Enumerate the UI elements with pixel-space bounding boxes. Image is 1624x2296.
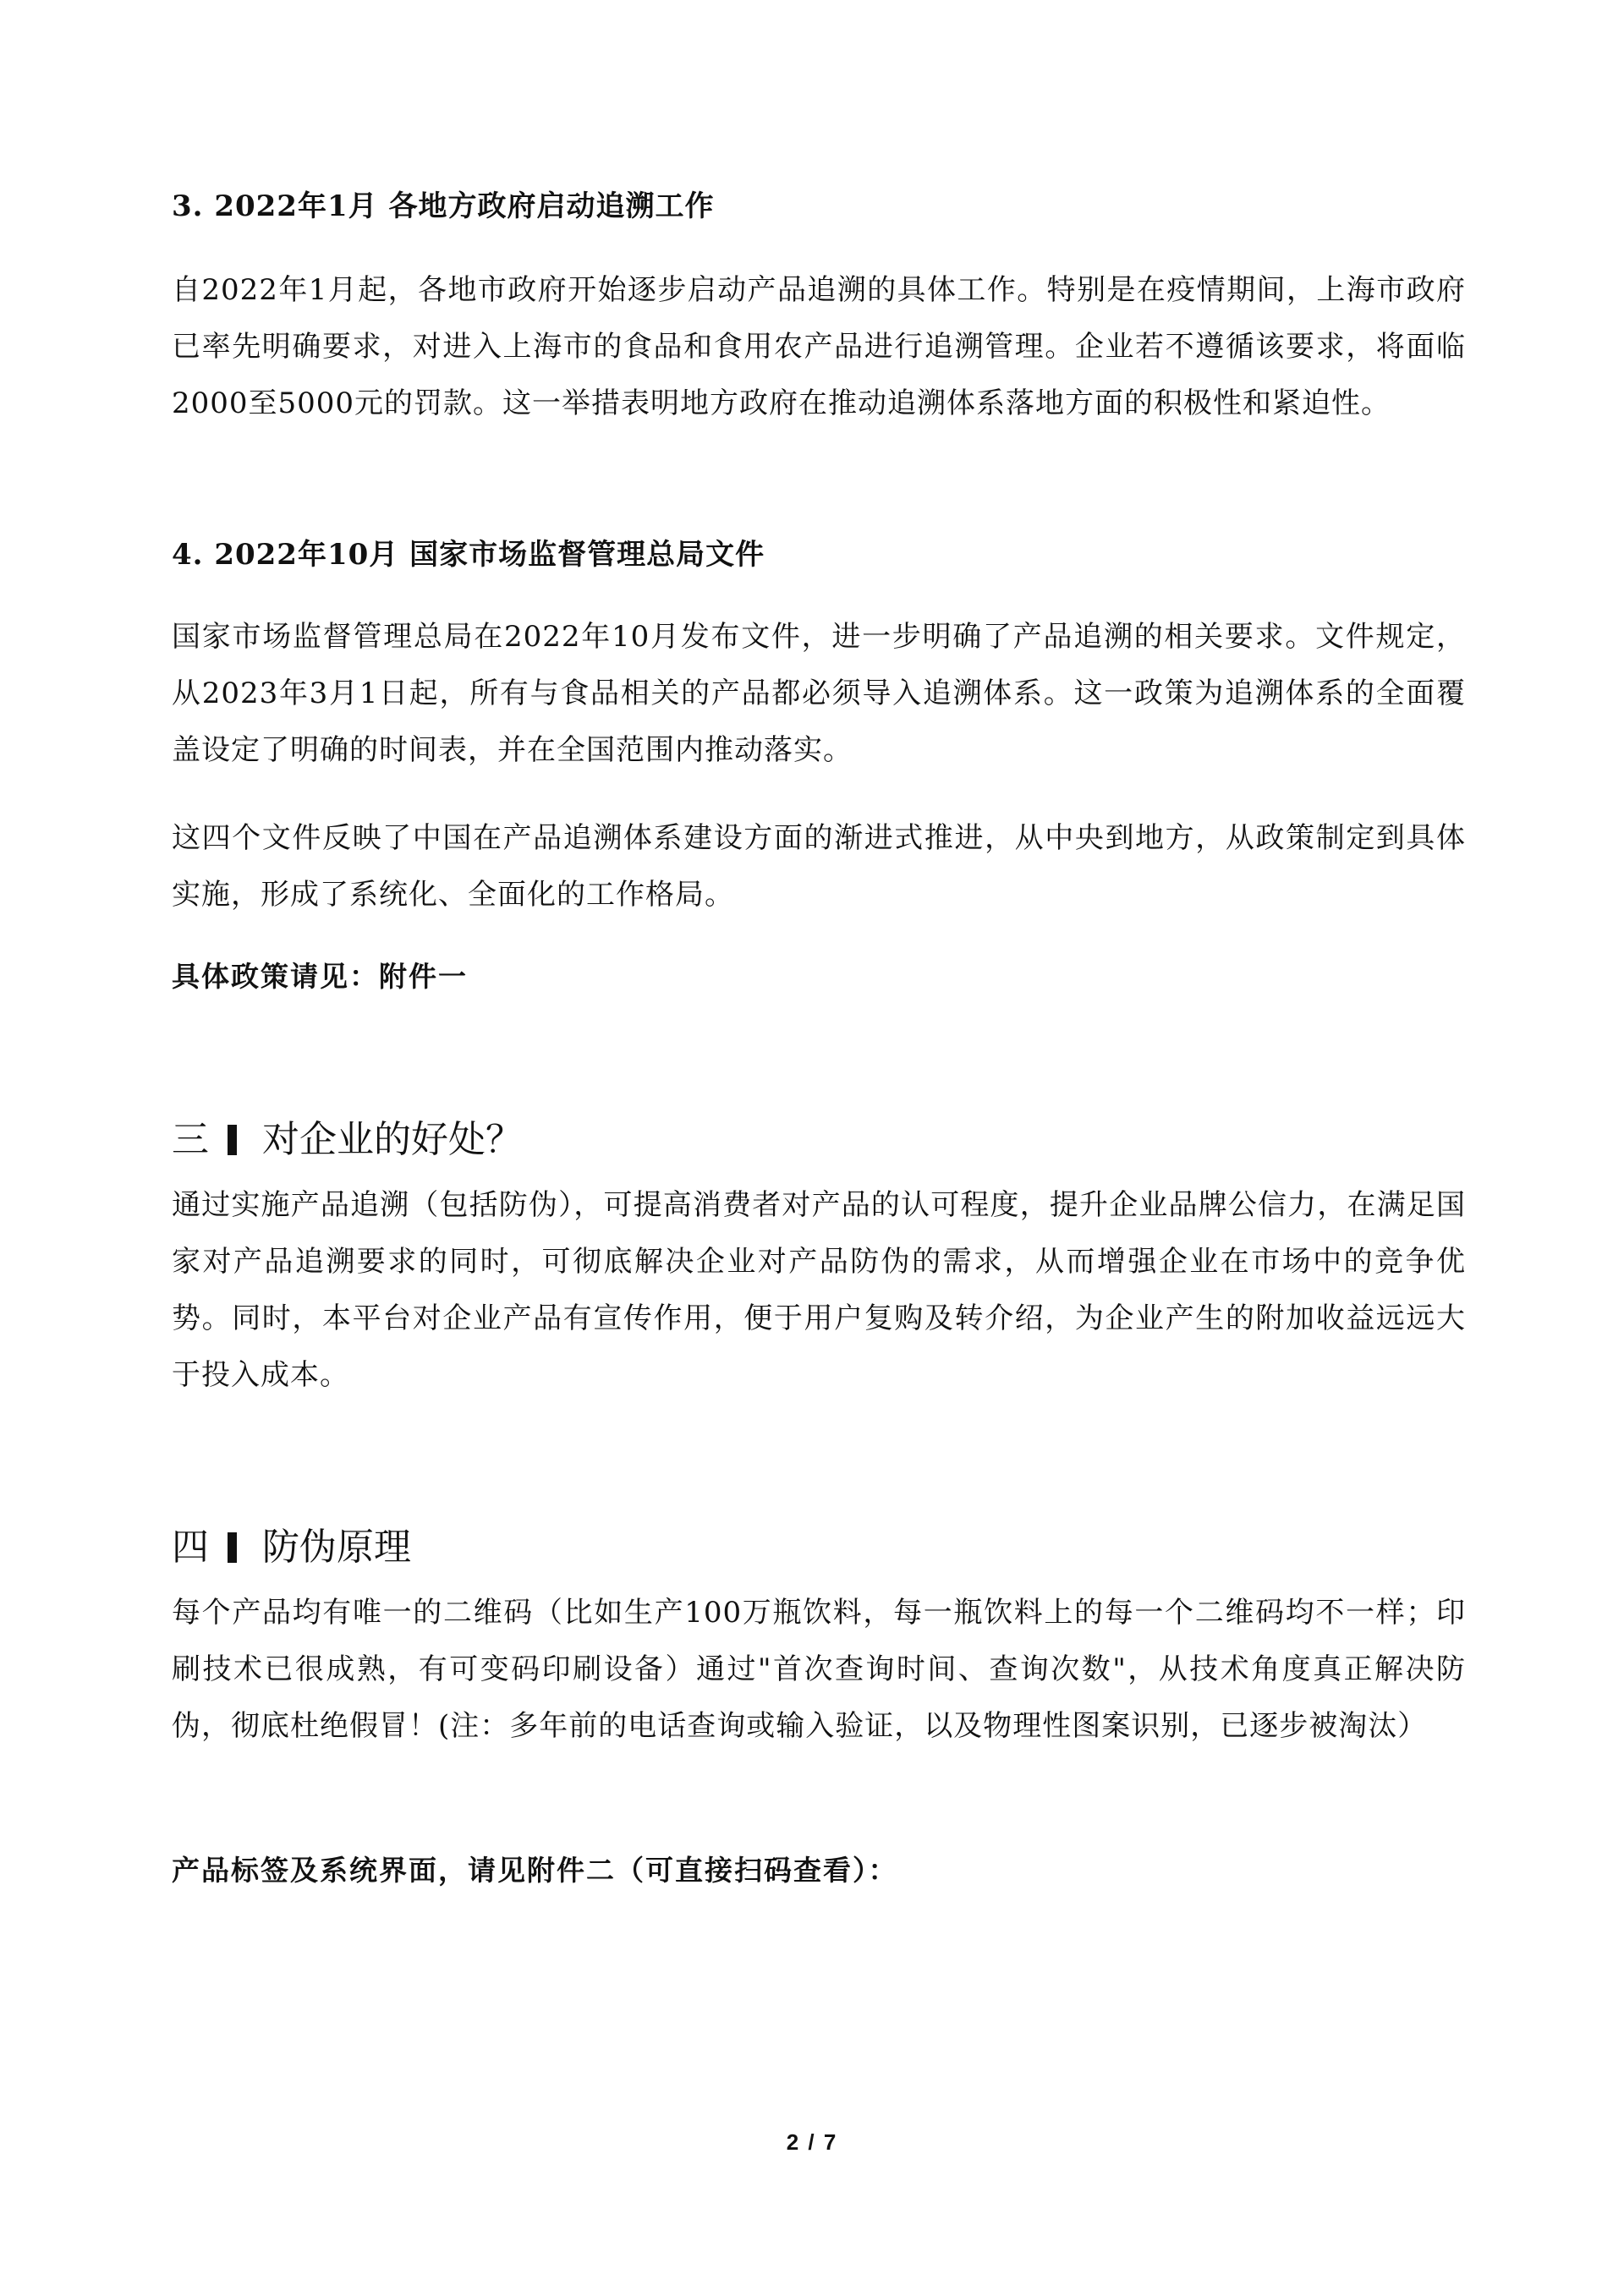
section-bar-icon [228, 1125, 237, 1155]
summary-paragraph: 这四个文件反映了中国在产品追溯体系建设方面的渐进式推进，从中央到地方，从政策制定到具体实施，形成了系统化、全面化的工作格局。 [172, 821, 1466, 912]
label-note: 产品标签及系统界面，请见附件二（可直接扫码查看）： [172, 1854, 898, 1887]
page-number: 2 / 7 [786, 2129, 838, 2155]
item-4-paragraph: 国家市场监督管理总局在2022年10月发布文件，进一步明确了产品追溯的相关要求。文件规定，从2023年3月1日起，所有与食品相关的产品都必须导入追溯体系。这一政策为追溯体系的全面覆盖设定了明确的时间表，并在全国范围内推动落实。 [172, 620, 1466, 767]
section-3-number: 三 [172, 1118, 209, 1161]
section-4-paragraph: 每个产品均有唯一的二维码（比如生产100万瓶饮料，每一瓶饮料上的每一个二维码均不一样；印刷技术已很成熟，有可变码印刷设备）通过"首次查询时间、查询次数"，从技术角度真正解决防伪，彻底杜绝假冒！(注：多年前的电话查询或输入验证，以及物理性图案识别，已逐步被淘汰） [172, 1596, 1466, 1743]
item-3-paragraph: 自2022年1月起，各地市政府开始逐步启动产品追溯的具体工作。特别是在疫情期间，上海市政府已率先明确要求，对进入上海市的食品和食用农产品进行追溯管理。企业若不遵循该要求，将面临2000至5000元的罚款。这一举措表明地方政府在推动追溯体系落地方面的积极性和紧迫性。 [172, 273, 1466, 420]
section-3-title: 对企业的好处？ [262, 1118, 523, 1161]
item-4-heading: 4. 2022年10月 国家市场监督管理总局文件 [172, 538, 765, 572]
item-3-heading: 3. 2022年1月 各地方政府启动追溯工作 [172, 189, 715, 223]
section-3-heading [172, 1116, 1466, 1164]
section-4-heading [172, 1524, 1466, 1571]
policy-note: 具体政策请见：附件一 [172, 960, 468, 993]
section-3-paragraph: 通过实施产品追溯（包括防伪），可提高消费者对产品的认可程度，提升企业品牌公信力，在满足国家对产品追溯要求的同时，可彻底解决企业对产品防伪的需求，从而增强企业在市场中的竞争优势。同时，本平台对企业产品有宣传作用，便于用户复购及转介绍，为企业产生的附加收益远远大于投入成本。 [172, 1188, 1466, 1392]
section-4-title: 防伪原理 [262, 1526, 411, 1569]
section-bar-icon [228, 1532, 237, 1563]
section-4-number: 四 [172, 1526, 209, 1569]
